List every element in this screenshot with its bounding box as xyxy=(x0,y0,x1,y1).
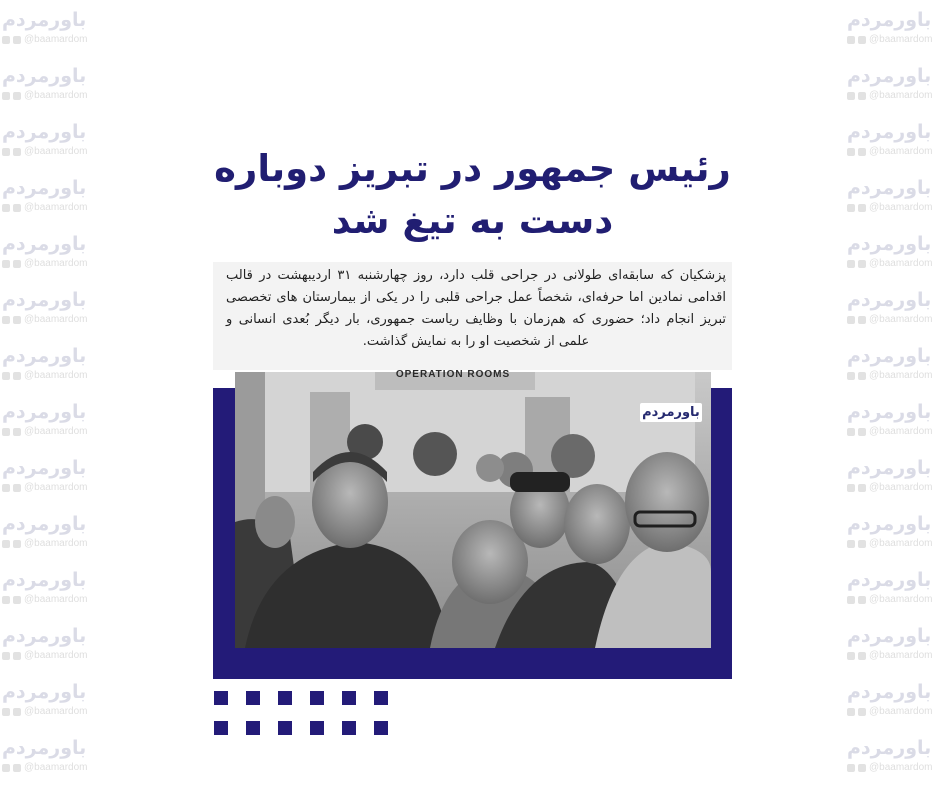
social-icon xyxy=(847,764,855,772)
social-icon xyxy=(13,484,21,492)
watermark-handle xyxy=(847,90,943,102)
square-icon xyxy=(246,721,260,735)
watermark-handle xyxy=(2,258,98,270)
watermark-logo: باورمردم xyxy=(2,289,87,311)
watermark-item xyxy=(847,232,943,287)
watermark-logo: باورمردم xyxy=(847,345,932,367)
square-icon xyxy=(214,721,228,735)
social-icon xyxy=(847,204,855,212)
social-icon xyxy=(13,316,21,324)
lead-paragraph: پزشکیان که سابقه‌ای طولانی در جراحی قلب دارد، روز چهارشنبه ۳۱ اردیبهشت در قالب اقدامی نمادین اما حرفه‌ای، شخصاً عمل جراحی قلبی را در یکی از بیمارستان های تخصصی تبریز انجام داد؛ حضوری که هم‌زمان با وظایف ریاست جمهوری، بار دیگر بُعدی انسانی و علمی از شخصیت او را به نمایش گذاشت. xyxy=(226,268,726,349)
social-icon xyxy=(2,316,10,324)
watermark-logo: باورمردم xyxy=(847,513,932,535)
social-icon xyxy=(2,484,10,492)
watermark-handle xyxy=(2,538,98,550)
watermark-logo: باورمردم xyxy=(847,625,932,647)
square-icon xyxy=(278,721,292,735)
watermark-logo: باورمردم xyxy=(2,569,87,591)
social-icon xyxy=(858,148,866,156)
square-icon xyxy=(374,691,388,705)
watermark-handle-text: @baamardom xyxy=(869,762,933,773)
watermark-handle xyxy=(847,594,943,606)
watermark-logo: باورمردم xyxy=(2,737,87,759)
watermark-item xyxy=(847,8,943,63)
watermark-logo: باورمردم xyxy=(2,121,87,143)
social-icon xyxy=(13,148,21,156)
social-icon xyxy=(847,148,855,156)
watermark-column-left xyxy=(0,0,100,773)
watermark-handle xyxy=(847,762,943,774)
social-icon xyxy=(858,316,866,324)
watermark-item xyxy=(2,400,98,455)
watermark-handle-text: @baamardom xyxy=(24,202,88,213)
watermark-handle-text: @baamardom xyxy=(869,482,933,493)
watermark-item xyxy=(2,288,98,343)
watermark-handle xyxy=(2,594,98,606)
watermark-handle xyxy=(2,426,98,438)
watermark-item xyxy=(847,344,943,399)
watermark-handle xyxy=(847,650,943,662)
watermark-item xyxy=(847,512,943,567)
watermark-item xyxy=(2,512,98,567)
square-icon xyxy=(310,721,324,735)
social-icon xyxy=(2,540,10,548)
watermark-handle xyxy=(847,258,943,270)
social-icon xyxy=(13,708,21,716)
social-icon xyxy=(13,260,21,268)
social-icon xyxy=(858,372,866,380)
watermark-handle xyxy=(2,650,98,662)
social-icon xyxy=(13,540,21,548)
watermark-item xyxy=(2,232,98,287)
social-icon xyxy=(2,92,10,100)
social-icon xyxy=(2,148,10,156)
social-icon xyxy=(847,484,855,492)
watermark-item xyxy=(2,120,98,175)
watermark-item xyxy=(2,176,98,231)
watermark-handle xyxy=(847,146,943,158)
social-icon xyxy=(858,540,866,548)
watermark-handle xyxy=(2,202,98,214)
watermark-logo: باورمردم xyxy=(2,65,87,87)
watermark-item xyxy=(2,568,98,623)
watermark-item xyxy=(847,288,943,343)
watermark-handle-text: @baamardom xyxy=(24,650,88,661)
social-icon xyxy=(13,92,21,100)
headline: رئیس جمهور در تبریز دوباره دست به تیغ شد xyxy=(214,147,731,242)
watermark-handle xyxy=(2,146,98,158)
social-icon xyxy=(13,372,21,380)
watermark-item xyxy=(847,568,943,623)
watermark-logo: باورمردم xyxy=(2,233,87,255)
watermark-handle-text: @baamardom xyxy=(24,482,88,493)
watermark-column-right xyxy=(845,0,945,773)
watermark-logo: باورمردم xyxy=(2,513,87,535)
watermark-handle-text: @baamardom xyxy=(24,370,88,381)
watermark-logo: باورمردم xyxy=(847,401,932,423)
social-icon xyxy=(847,372,855,380)
watermark-handle xyxy=(2,34,98,46)
watermark-handle-text: @baamardom xyxy=(869,706,933,717)
watermark-logo: باورمردم xyxy=(847,121,932,143)
watermark-handle xyxy=(847,538,943,550)
social-icon xyxy=(2,708,10,716)
watermark-item xyxy=(2,680,98,735)
watermark-item xyxy=(847,400,943,455)
social-icon xyxy=(13,36,21,44)
watermark-item xyxy=(847,176,943,231)
social-icon xyxy=(858,36,866,44)
watermark-handle-text: @baamardom xyxy=(869,202,933,213)
watermark-handle-text: @baamardom xyxy=(24,146,88,157)
square-icon xyxy=(214,691,228,705)
social-icon xyxy=(858,428,866,436)
watermark-item xyxy=(847,736,943,791)
watermark-handle xyxy=(2,314,98,326)
social-icon xyxy=(847,596,855,604)
watermark-logo: باورمردم xyxy=(847,233,932,255)
watermark-handle-text: @baamardom xyxy=(24,314,88,325)
watermark-handle-text: @baamardom xyxy=(869,370,933,381)
watermark-logo: باورمردم xyxy=(847,681,932,703)
watermark-item xyxy=(847,64,943,119)
watermark-handle xyxy=(2,706,98,718)
watermark-handle-text: @baamardom xyxy=(24,538,88,549)
social-icon xyxy=(847,260,855,268)
social-icon xyxy=(847,316,855,324)
watermark-item xyxy=(2,344,98,399)
social-icon xyxy=(13,596,21,604)
watermark-handle-text: @baamardom xyxy=(869,34,933,45)
watermark-logo: باورمردم xyxy=(2,625,87,647)
watermark-handle-text: @baamardom xyxy=(24,90,88,101)
watermark-logo: باورمردم xyxy=(847,737,932,759)
watermark-item xyxy=(2,64,98,119)
watermark-logo: باورمردم xyxy=(847,9,932,31)
social-icon xyxy=(2,596,10,604)
watermark-handle xyxy=(847,314,943,326)
watermark-handle xyxy=(2,370,98,382)
watermark-handle-text: @baamardom xyxy=(24,34,88,45)
square-icon xyxy=(342,721,356,735)
social-icon xyxy=(2,372,10,380)
watermark-item xyxy=(2,736,98,791)
social-icon xyxy=(13,428,21,436)
square-icon xyxy=(310,691,324,705)
square-icon xyxy=(342,691,356,705)
watermark-handle-text: @baamardom xyxy=(869,90,933,101)
watermark-handle-text: @baamardom xyxy=(24,762,88,773)
watermark-handle-text: @baamardom xyxy=(869,650,933,661)
watermark-handle-text: @baamardom xyxy=(869,426,933,437)
watermark-logo: باورمردم xyxy=(2,177,87,199)
watermark-item xyxy=(847,680,943,735)
social-icon xyxy=(13,764,21,772)
watermark-handle xyxy=(847,202,943,214)
social-icon xyxy=(858,92,866,100)
social-icon xyxy=(858,708,866,716)
social-icon xyxy=(858,652,866,660)
social-icon xyxy=(847,36,855,44)
social-icon xyxy=(858,204,866,212)
social-icon xyxy=(858,260,866,268)
watermark-handle xyxy=(847,706,943,718)
decorative-squares xyxy=(214,691,394,741)
watermark-handle xyxy=(847,482,943,494)
watermark-logo: باورمردم xyxy=(2,681,87,703)
social-icon xyxy=(2,36,10,44)
watermark-logo: باورمردم xyxy=(2,457,87,479)
watermark-item xyxy=(2,456,98,511)
watermark-logo: باورمردم xyxy=(2,401,87,423)
social-icon xyxy=(2,204,10,212)
social-icon xyxy=(858,764,866,772)
watermark-handle xyxy=(847,426,943,438)
social-icon xyxy=(2,428,10,436)
social-icon xyxy=(2,764,10,772)
watermark-handle xyxy=(847,370,943,382)
watermark-handle-text: @baamardom xyxy=(24,258,88,269)
social-icon xyxy=(847,92,855,100)
watermark-item xyxy=(847,120,943,175)
square-icon xyxy=(246,691,260,705)
watermark-handle-text: @baamardom xyxy=(24,706,88,717)
watermark-item xyxy=(847,624,943,679)
social-icon xyxy=(847,708,855,716)
social-icon xyxy=(2,652,10,660)
watermark-item xyxy=(2,8,98,63)
watermark-handle-text: @baamardom xyxy=(869,258,933,269)
watermark-handle xyxy=(2,90,98,102)
watermark-logo: باورمردم xyxy=(2,345,87,367)
square-icon xyxy=(374,721,388,735)
watermark-handle xyxy=(2,482,98,494)
watermark-handle-text: @baamardom xyxy=(869,538,933,549)
watermark-logo: باورمردم xyxy=(2,9,87,31)
watermark-handle-text: @baamardom xyxy=(869,146,933,157)
social-icon xyxy=(847,540,855,548)
social-icon xyxy=(13,652,21,660)
watermark-logo: باورمردم xyxy=(847,177,932,199)
social-icon xyxy=(847,428,855,436)
watermark-handle-text: @baamardom xyxy=(869,594,933,605)
watermark-handle-text: @baamardom xyxy=(24,594,88,605)
watermark-item xyxy=(2,624,98,679)
social-icon xyxy=(847,652,855,660)
social-icon xyxy=(2,260,10,268)
watermark-item xyxy=(847,456,943,511)
watermark-logo: باورمردم xyxy=(847,457,932,479)
square-icon xyxy=(278,691,292,705)
social-icon xyxy=(858,484,866,492)
operation-rooms-sign: OPERATION ROOMS xyxy=(395,369,511,380)
watermark-handle-text: @baamardom xyxy=(24,426,88,437)
watermark-handle xyxy=(847,34,943,46)
social-icon xyxy=(13,204,21,212)
watermark-logo: باورمردم xyxy=(847,65,932,87)
watermark-logo: باورمردم xyxy=(847,569,932,591)
social-icon xyxy=(858,596,866,604)
watermark-handle-text: @baamardom xyxy=(869,314,933,325)
watermark-handle xyxy=(2,762,98,774)
photo-logo: باورمردم xyxy=(640,403,702,422)
watermark-logo: باورمردم xyxy=(847,289,932,311)
